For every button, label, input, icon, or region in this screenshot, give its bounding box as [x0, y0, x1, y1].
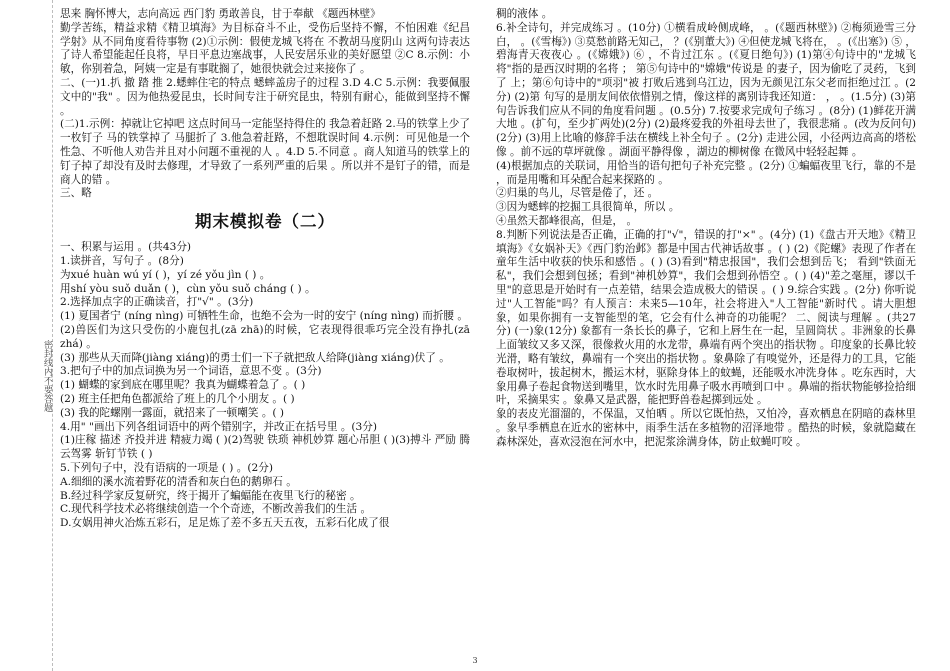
question-line: 8.判断下列说法是否正确，正确的打"√"，错误的打"×" 。(4分) (1)《盘古开天地》《精卫填海》《女娲补天》《西门豹治邺》都是中国古代神话故事 。( ) (2)《陀螺》表现了作者在童年生活中收获的快乐和感悟 。( ) (3)看到"精忠报国"，我们会想到岳飞； 看到"铁面无私"，我们会想到包拯；看到"神机妙算"，我们会想到孙悟空 。( ) (4)"差之毫厘，谬以千里"的意思是开始时有一点差错，结果会造成极大的错误 。( ) 9.综合实践 。(2分) 你听说过"人工智能"吗？有人预言：未来5—10年，社会将进入"人工智能"新时代 。请大胆想象，如果你拥有一支智能型的笔，它会有什么神奇的功能呢？ 二、阅读与理解 。(共27分) (一)象(12分) 象都有一条长长的鼻子，它和上唇生在一起，呈圆筒状 。非洲象的长鼻上面皱纹又多又深，很像救火用的水龙带，鼻端有两个突出的指状物 。印度象的长鼻比较光滑，略有皱纹，鼻端有一个突出的指状物 。象鼻除了有嗅觉外，还是得力的工具，它能卷取树叶，拔起树木，搬运木材，驱除身体上的蚊蝇，还能吸水冲洗身体 。吃东西时，大象用鼻子卷起食物送到嘴里，饮水时先用鼻子吸水再喷到口中 。鼻端的指状物能够捡拾细叶，采摘果实 。象鼻又是武器，能把野兽卷起掷到远处 。 [496, 228, 916, 407]
question-line: (2) 班主任把角色都派给了班上的几个小朋友 。( ) [60, 392, 295, 405]
question-line: 4.用" "画出下列各组词语中的两个错别字，并改正在括号里 。(3分) [60, 420, 378, 433]
question-line: (2)兽医们为这只受伤的小鹿包扎(zā zhā)的时候，它表现得很乖巧完全没有挣扎(zā zhá) 。 [60, 323, 470, 350]
question-line: 2.选择加点字的正确读音，打"√" 。(3分) [60, 296, 254, 309]
question-line: 3.把句子中的加点词换为另一个词语，意思不变 。(3分) [60, 365, 322, 378]
left-column [60, 8, 470, 531]
binding-gutter [0, 0, 53, 671]
question-line: (1)庄稼 描述 齐投并进 精疲力竭 ( )(2)驾驶 铁琐 神机妙算 题心吊胆 ( )(3)搏斗 严励 腾云驾雾 斩钉节铁 ( ) [60, 434, 470, 461]
question-line: (1) 蝴蝶的家到底在哪里呢？我真为蝴蝶着急了 。( ) [60, 379, 306, 392]
question-line: ③因为蟋蟀的挖掘工具很简单，所以 。 [496, 201, 680, 214]
question-line: 为xué huàn wú yí ( )，yí zé yǒu jìn ( ) 。 [60, 268, 271, 281]
question-line: B.经过科学家反复研究，终于揭开了蝙蝠能在夜里飞行的秘密 。 [60, 489, 361, 502]
answer-paragraph: 二、(一)1.扒 撤 踏 推 2.蟋蟀住宅的特点 蟋蟀盖房子的过程 3.D 4.C 5.示例：我要佩服文中的"我" 。因为他热爱昆虫，长时间专注于研究昆虫，特别有耐心，能做到坚持不懈 。 [60, 76, 470, 117]
exam-title: 期末模拟卷（二） [195, 212, 335, 232]
page-number: 3 [472, 656, 478, 665]
answer-paragraph: 思来 胸怀博大，志向高远 西门豹 勇敢善良，甘于奉献 《题西林壁》 [60, 8, 381, 20]
right-column [496, 8, 916, 450]
answer-paragraph: 三、略 [60, 187, 92, 200]
question-line: ②归巢的鸟儿，尽管是倦了，还 。 [496, 187, 659, 200]
question-line: D.女娲用神火冶炼五彩石，足足炼了差不多五天五夜，五彩石化成了很 [60, 517, 390, 530]
question-line: 稠的液体 。 [496, 8, 553, 20]
question-line: 一、积累与运用 。(共43分) [60, 241, 192, 254]
question-line: (3) 我的陀螺刚一露面，就招来了一顿嘲笑 。( ) [60, 406, 285, 419]
question-line: C.现代科学技术必将继续创造一个个奇迹，不断改善我们的生活 。 [60, 503, 372, 516]
question-line: 6.补全诗句，并完成练习 。(10分) ①横看成岭侧成峰， 。(《题西林壁》) ②梅须逊雪三分白， 。(《雪梅》) ③莫愁前路无知己， ？(《别董大》) ④但使龙城飞将在， 。(《出塞》) ⑤ ，碧海青天夜夜心 。(《嫦娥》) ⑥ ，不肯过江东 。(《夏日绝句》) (1)第④句诗中的"龙城飞将"指的是西汉时期的名将 ； 第⑤句诗中的"嫦娥"传说是 的妻子，因为偷吃了灵药，飞到了 上；第⑥句诗中的"项羽"被 打败后逃到乌江边，因为无颜见江东父老而拒绝过江 。(2分) (2)第 句写的是朋友间依依惜别之情，像这样的离别诗我还知道： ， 。(1.5分) (3)第 句告诉我们应从不同的角度看问题 。(0.5分) 7.按要求完成句子练习 。(8分) (1)鲜花开满大地 。(扩句，至少扩两处)(2分) (2)最疼爱我的外祖母去世了，我很悲痛 。(改为反问句) (2分) (3)用上比喻的修辞手法在横线上补全句子 。(2分) 走进公园，小径两边高高的塔松像 。前不远的草坪就像 。湖面平静得像 ，湖边的柳树像 在微风中轻轻起舞 。 [496, 21, 916, 158]
question-line: (4)根据加点的关联词，用恰当的语句把句子补充完整 。(2分) ①蝙蝠夜里飞行，靠的不是 ，而是用嘴和耳朵配合起来探路的 。 [496, 159, 916, 186]
question-line: 象的表皮光溜溜的，不保温，又怕晒 。所以它既怕热，又怕冷，喜欢栖息在阴暗的森林里 。象早季栖息在近水的密林中，雨季生活在多植物的沼泽地带 。酷热的时候，象就隐藏在森林深处，喜欢浸泡在河水中，把泥浆涂满身体，防止蚊蝇叮咬 。 [496, 408, 916, 448]
question-line: A.细细的溪水流着野花的清香和灰白色的鹅卵石 。 [60, 475, 297, 488]
answer-paragraph: 勤学苦练，精益求精《精卫填海》为目标奋斗不止，受伤后坚持不懈，不怕困难《纪昌学射》从不同角度看待事物 (2)①示例：假使龙城飞将在 不教胡马度阴山 这两句诗表达了诗人希望能起任良将，早日平息边塞战事，人民安居乐业的美好愿望 ②C 8.示例：小敏，你别着急，阿姨一定是有事耽搁了，她很快就会过来接你了 。 [60, 21, 470, 76]
question-line: (1) 夏国者宁 (níng nìng) 可牺牲生命，也绝不会为一时的安宁 (níng nìng) 而折腰 。 [60, 310, 468, 323]
answer-paragraph: (二)1.示例：掉就让它掉吧 这点时间马一定能坚持得住的 我急着赶路 2.马的铁掌上少了一枚钉子 马的铁掌掉了 马腿折了 3.他急着赶路，不想耽误时间 4.示例：可见他是一个性急、不听他人劝告并且对小问题不重视的人 。4.D 5.不同意 。商人知道马的铁掌上的钉子掉了却没有及时去修理，才导致了一系列严重的后果 。所以并不是钉子的错，而是商人的错 。 [60, 118, 470, 186]
question-line: 5.下列句子中，没有语病的一项是 ( ) 。(2分) [60, 461, 273, 474]
question-line: 用shí yòu suǒ duǎn ( )，cùn yǒu suǒ cháng ( ) 。 [60, 282, 316, 295]
seal-line-label: 密封线内不要答题 [42, 340, 52, 412]
question-line: (3) 那些从天而降(jiàng xiáng)的勇士们一下子就把敌人给降(jiàng xiáng)伏了 。 [60, 351, 450, 364]
question-line: ④虽然天都峰很高，但是， 。 [496, 214, 638, 227]
question-line: 1.读拼音，写句子 。(8分) [60, 254, 184, 267]
